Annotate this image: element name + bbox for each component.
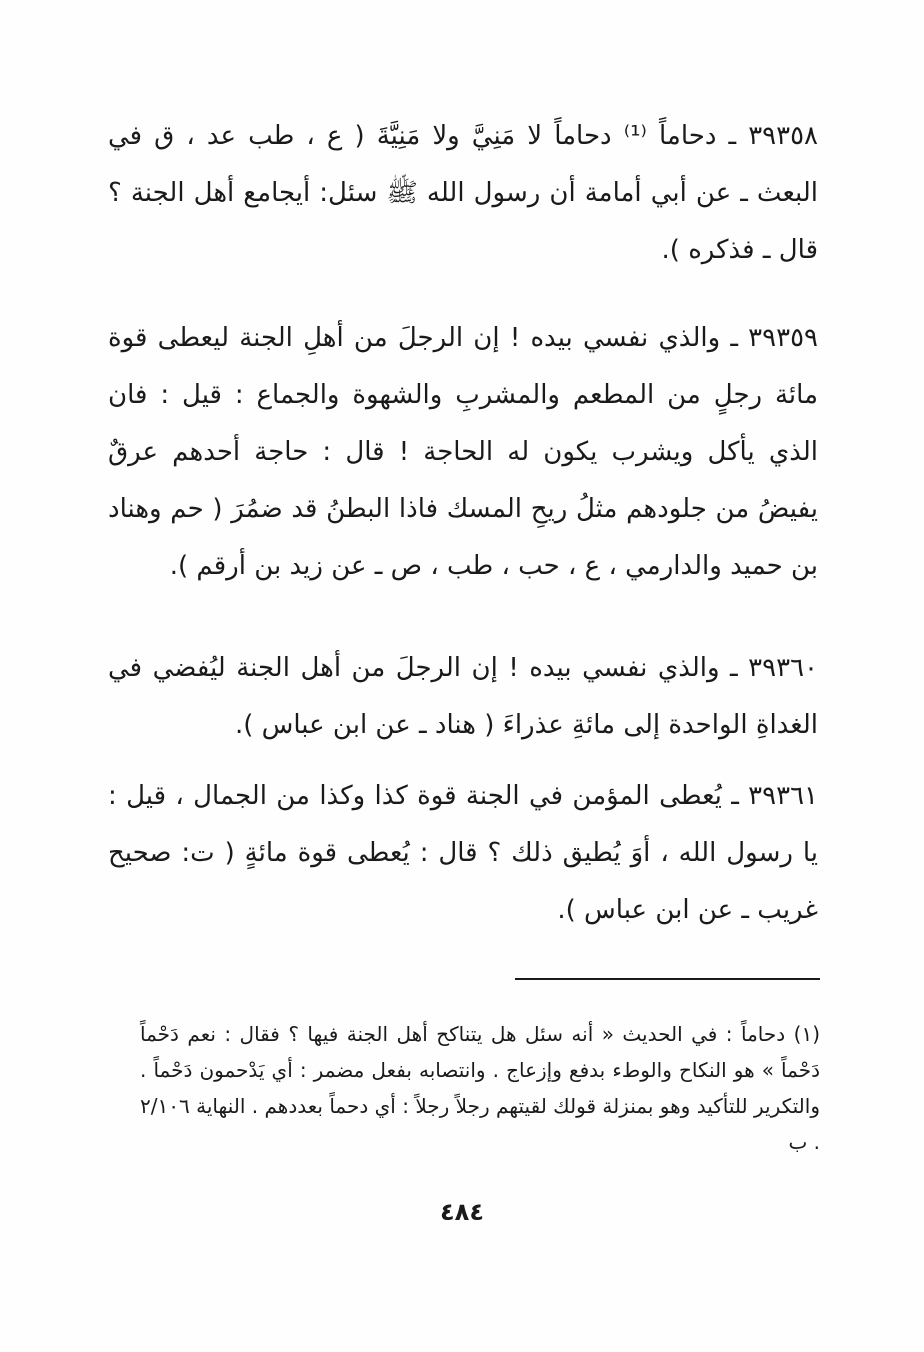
- hadith-entry-39360: ٣٩٣٦٠ ـ والذي نفسي بيده ! إن الرجلَ من أهل الجنة ليُفضي في الغداةِ الواحدة إلى مائةِ عذراءَ ( هناد ـ عن ابن عباس ).: [108, 653, 818, 740]
- hadith-entry-39359: ٣٩٣٥٩ ـ والذي نفسي بيده ! إن الرجلَ من أهلِ الجنة ليعطى قوة مائة رجلٍ من المطعم والمشربِ والشهوة والجماع : قيل : فان الذي يأكل ويشرب يكون له الحاجة ! قال : حاجة أحدهم عرقٌ يفيضُ من جلودهم مثلُ ريحِ المسك فاذا البطنُ قد ضمُرَ ( حم وهناد بن حميد والدارمي ، ع ، حب ، طب ، ص ـ عن زيد بن أرقم ).: [108, 323, 818, 581]
- page-number: ٤٨٤: [440, 1198, 484, 1226]
- hadith-entry-39361: ٣٩٣٦١ ـ يُعطى المؤمن في الجنة قوة كذا وكذا من الجمال ، قيل : يا رسول الله ، أوَ يُطيق ذلك ؟ قال : يُعطى قوة مائةٍ ( ت: صحيح غريب ـ عن ابن عباس ).: [108, 781, 818, 925]
- footnote-separator: [515, 978, 820, 980]
- footnote: (١) دحاماً : في الحديث « أنه سئل هل يتناكح أهل الجنة فيها ؟ فقال : نعم دَحْماً دَحْماً » هو النكاح والوطء بدفع وإزعاج . وانتصابه بفعل مضمر : أي يَدْحمون دَحْماً . والتكرير للتأكيد وهو بمنزلة قولك لقيتهم رجلاً رجلاً : أي دحماً بعددهم . النهاية ٢/١٠٦ . ب: [140, 1022, 820, 1154]
- hadith-entry-39358: ٣٩٣٥٨ ـ دحاماً ⁽¹⁾ دحاماً لا مَنِيَّ ولا مَنِيَّةَ ( ع ، طب عد ، ق في البعث ـ عن أبي أمامة أن رسول الله ﷺ سئل: أيجامع أهل الجنة ؟ قال ـ فذكره ).: [108, 121, 819, 265]
